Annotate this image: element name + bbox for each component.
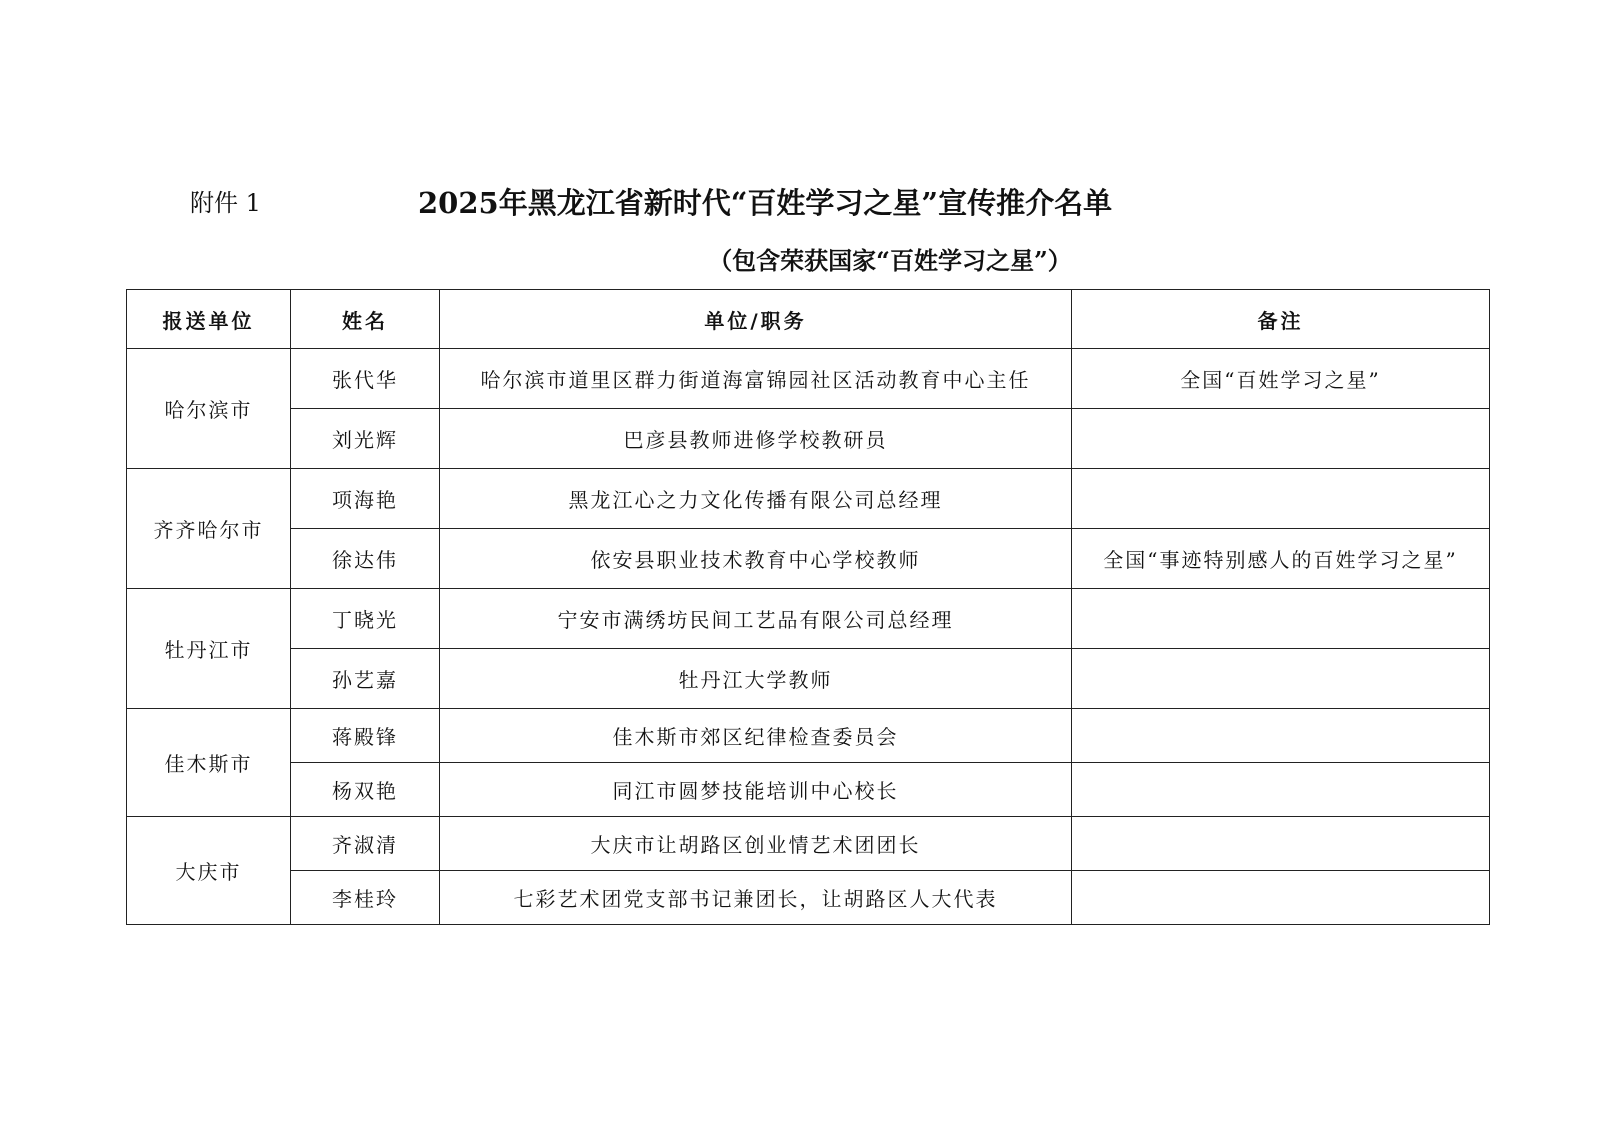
note-cell (1072, 817, 1490, 871)
name-cell: 齐淑清 (291, 817, 440, 871)
table-row (127, 709, 1490, 763)
table-row (127, 529, 1490, 589)
note-cell (1072, 589, 1490, 649)
note-cell (1072, 409, 1490, 469)
note-cell (1072, 469, 1490, 529)
position-cell: 依安县职业技术教育中心学校教师 (440, 529, 1072, 589)
position-cell: 巴彦县教师进修学校教研员 (440, 409, 1072, 469)
header-position: 单位/职务 (440, 290, 1072, 349)
name-cell: 李桂玲 (291, 871, 440, 925)
name-cell: 蒋殿锋 (291, 709, 440, 763)
table-row (127, 871, 1490, 925)
reporting-unit-cell: 牡丹江市 (127, 589, 291, 709)
note-cell: 全国“事迹特别感人的百姓学习之星” (1072, 529, 1490, 589)
reporting-unit-cell: 齐齐哈尔市 (127, 469, 291, 589)
header-note: 备注 (1072, 290, 1490, 349)
name-cell: 张代华 (291, 349, 440, 409)
position-cell: 七彩艺术团党支部书记兼团长，让胡路区人大代表 (440, 871, 1072, 925)
table-row (127, 589, 1490, 649)
document-subtitle: （包含荣获国家“百姓学习之星”） (708, 246, 1072, 275)
position-cell: 哈尔滨市道里区群力街道海富锦园社区活动教育中心主任 (440, 349, 1072, 409)
name-cell: 徐达伟 (291, 529, 440, 589)
note-cell (1072, 871, 1490, 925)
name-cell: 孙艺嘉 (291, 649, 440, 709)
table-row (127, 817, 1490, 871)
note-cell: 全国“百姓学习之星” (1072, 349, 1490, 409)
note-cell (1072, 649, 1490, 709)
document-title: 2025年黑龙江省新时代“百姓学习之星”宣传推介名单 (418, 186, 1113, 220)
reporting-unit-cell: 哈尔滨市 (127, 349, 291, 469)
name-cell: 丁晓光 (291, 589, 440, 649)
name-cell: 项海艳 (291, 469, 440, 529)
name-cell: 杨双艳 (291, 763, 440, 817)
header-reporting-unit: 报送单位 (127, 290, 291, 349)
position-cell: 同江市圆梦技能培训中心校长 (440, 763, 1072, 817)
position-cell: 牡丹江大学教师 (440, 649, 1072, 709)
attachment-label: 附件 1 (190, 189, 261, 217)
note-cell (1072, 709, 1490, 763)
position-cell: 宁安市满绣坊民间工艺品有限公司总经理 (440, 589, 1072, 649)
table-header-row (127, 290, 1490, 349)
recommendation-table (126, 289, 1490, 925)
header-name: 姓名 (291, 290, 440, 349)
name-cell: 刘光辉 (291, 409, 440, 469)
reporting-unit-cell: 佳木斯市 (127, 709, 291, 817)
position-cell: 黑龙江心之力文化传播有限公司总经理 (440, 469, 1072, 529)
table-row (127, 469, 1490, 529)
note-cell (1072, 763, 1490, 817)
table-row (127, 409, 1490, 469)
position-cell: 佳木斯市郊区纪律检查委员会 (440, 709, 1072, 763)
position-cell: 大庆市让胡路区创业情艺术团团长 (440, 817, 1072, 871)
table-row (127, 763, 1490, 817)
table-row (127, 649, 1490, 709)
table-row (127, 349, 1490, 409)
reporting-unit-cell: 大庆市 (127, 817, 291, 925)
